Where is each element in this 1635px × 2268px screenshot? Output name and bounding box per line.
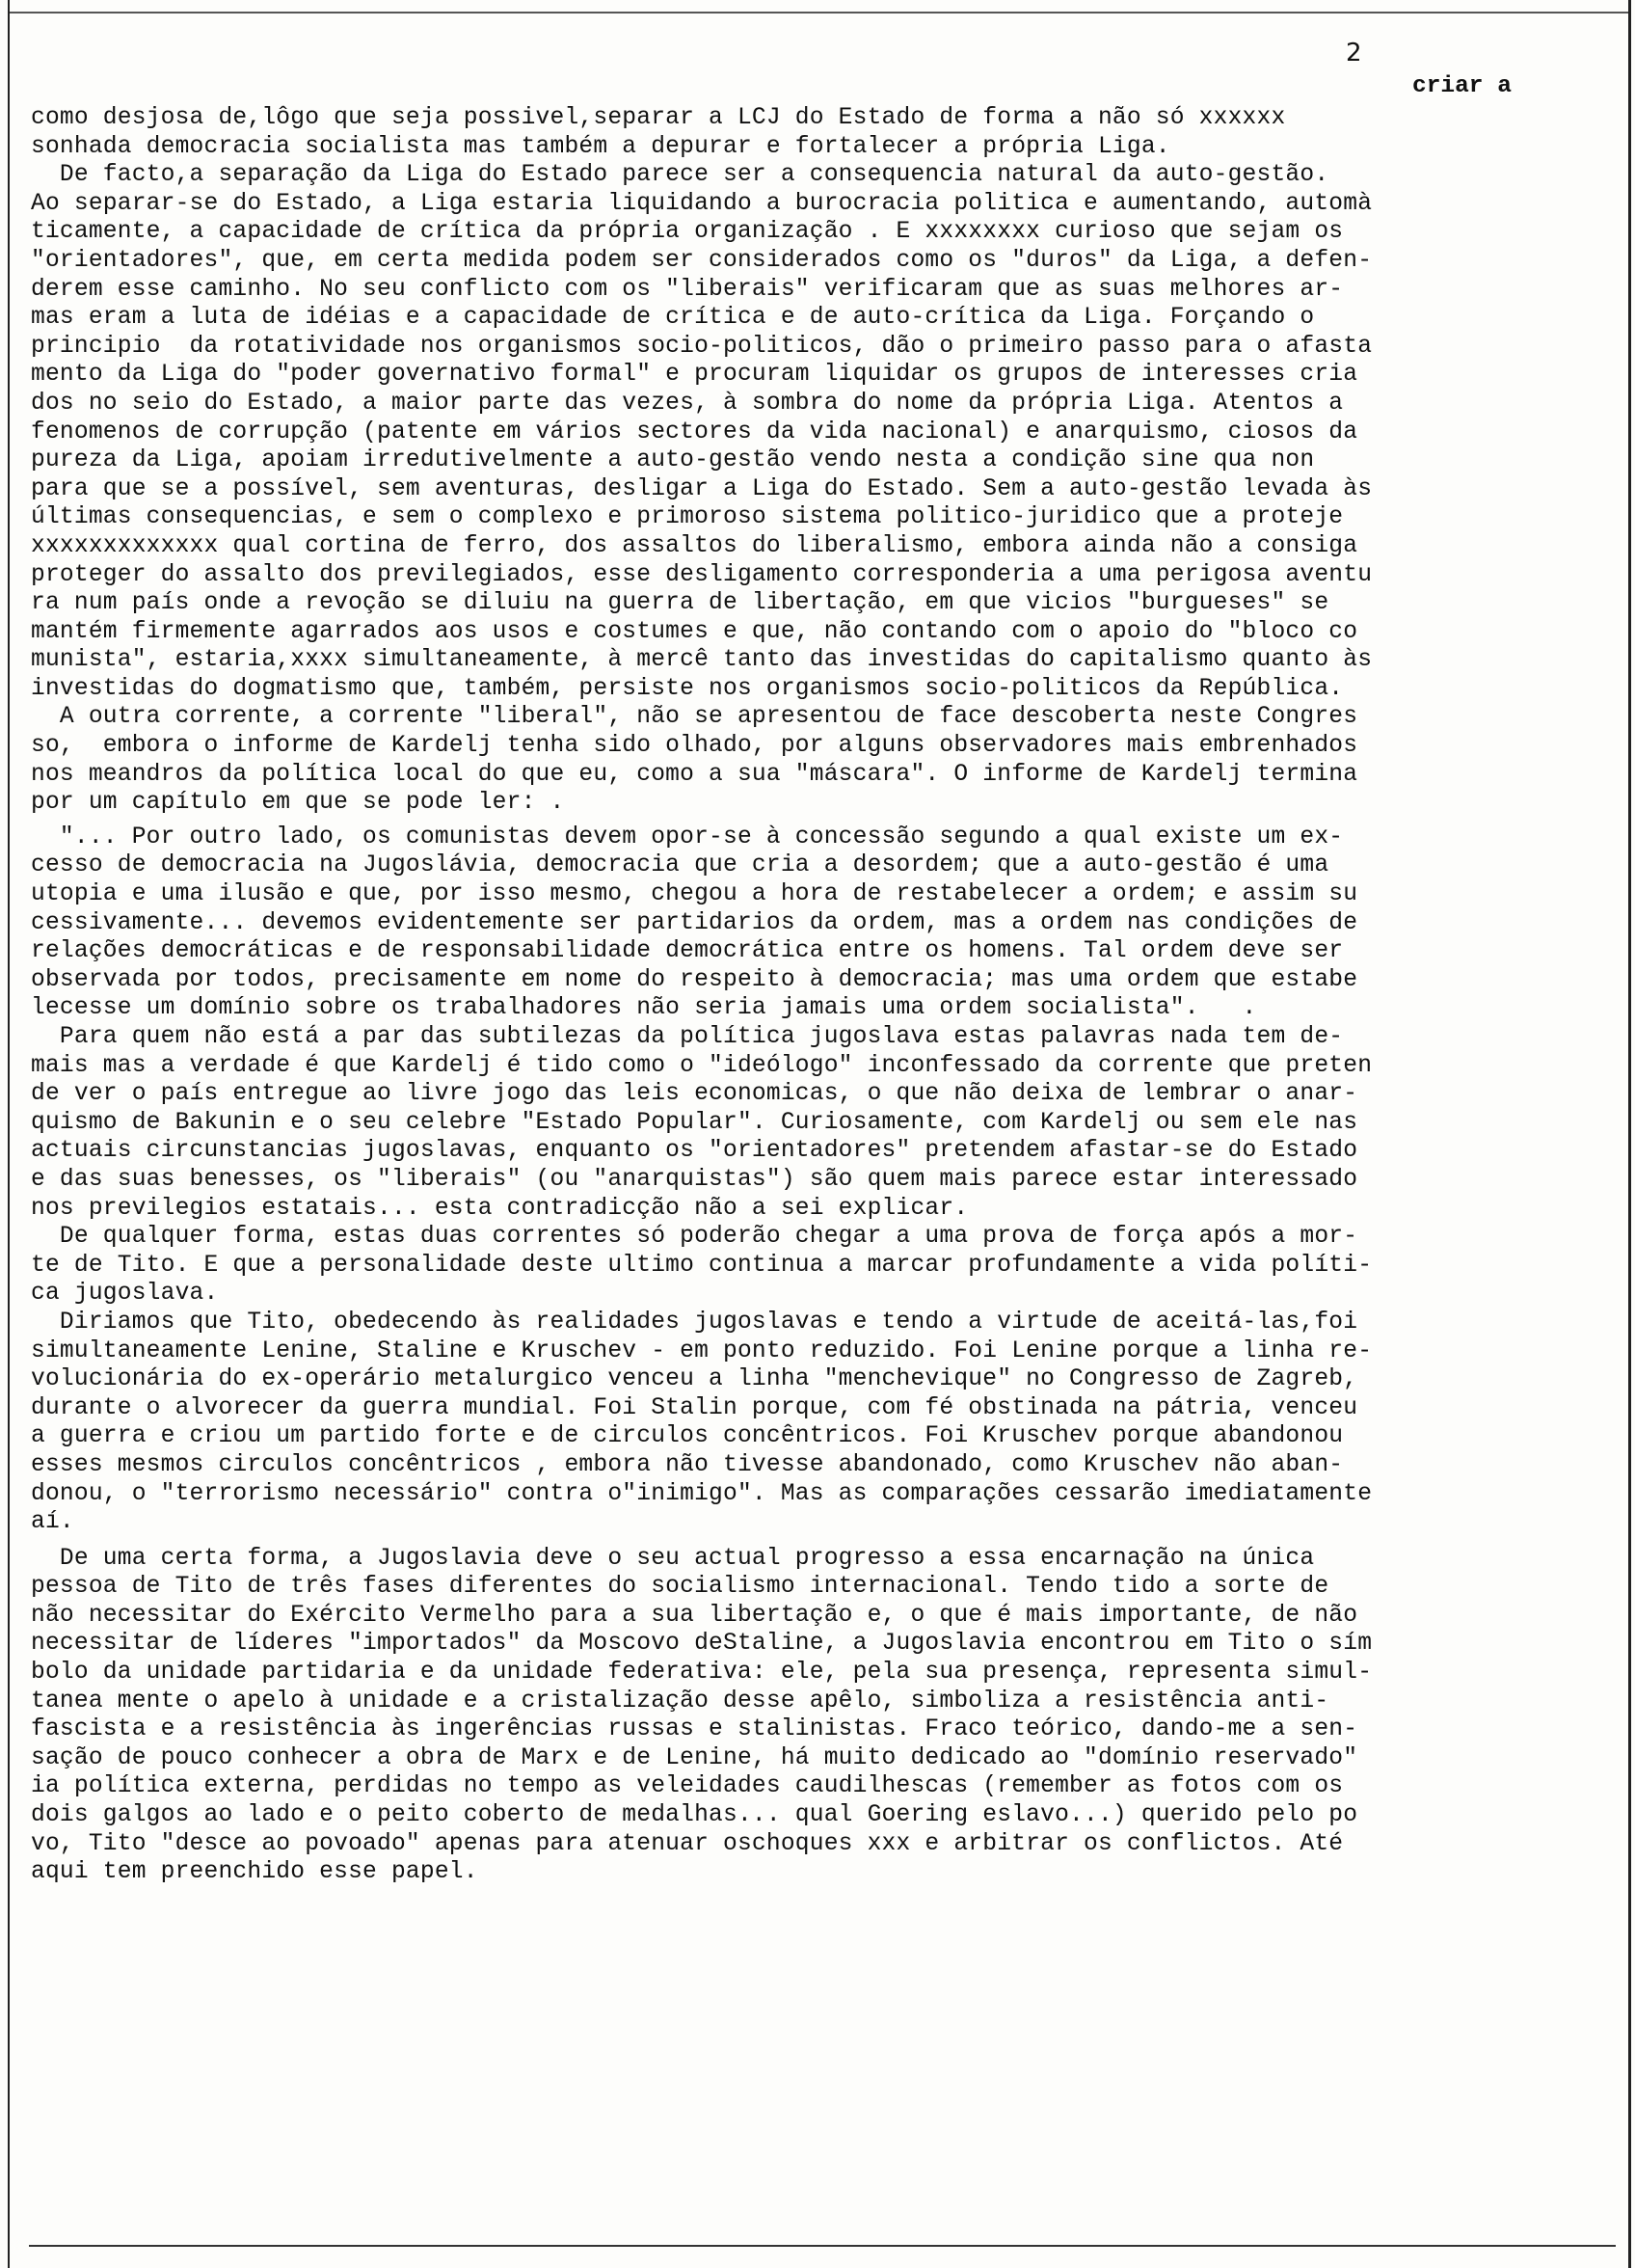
text-line: tanea mente o apelo à unidade e a cristalização desse apêlo, simboliza a resistência anti- — [31, 1688, 1329, 1714]
text-line: sonhada democracia socialista mas também a depurar e fortalecer a própria Liga. — [31, 133, 1170, 160]
text-line: nos previlegios estatais... esta contradicção não a sei explicar. — [31, 1195, 969, 1222]
text-line: a guerra e criou um partido forte e de circulos concêntricos. Foi Kruschev porque abandonou — [31, 1423, 1344, 1450]
text-line: ia política externa, perdidas no tempo as veleidades caudilhescas (remember as fotos com os — [31, 1773, 1344, 1800]
text-line: actuais circunstancias jugoslavas, enquanto os "orientadores" pretendem afastar-se do Estado — [31, 1138, 1358, 1165]
text-line: pessoa de Tito de três fases diferentes do socialismo internacional. Tendo tido a sorte de — [31, 1574, 1329, 1601]
paragraph-1 — [31, 104, 1602, 161]
left-page-edge — [8, 0, 10, 2268]
text-line: aí. — [31, 1509, 74, 1536]
text-line: "orientadores", que, em certa medida podem ser considerados como os "duros" da Liga, a defen- — [31, 247, 1373, 274]
text-line: investidas do dogmatismo que, também, persiste nos organismos socio-politicos da República. — [31, 675, 1344, 702]
text-line: dos no seio do Estado, a maior parte das vezes, à sombra do nome da própria Liga. Atentos a — [31, 390, 1344, 417]
text-line: mento da Liga do "poder governativo formal" e procuram liquidar os grupos de interesses cria — [31, 362, 1358, 389]
text-line: lecesse um domínio sobre os trabalhadores não seria jamais uma ordem socialista". . — [31, 995, 1257, 1022]
text-line: cesso de democracia na Jugoslávia, democracia que cria a desordem; que a auto-gestão é uma — [31, 852, 1329, 879]
text-line: vo, Tito "desce ao povoado" apenas para atenuar oschoques xxx e arbitrar os conflictos. Até — [31, 1830, 1344, 1857]
paragraph-3 — [31, 703, 1602, 817]
text-line: mais mas a verdade é que Kardelj é tido como o "ideólogo" inconfessado da corrente que preten — [31, 1052, 1373, 1079]
text-line: principio da rotatividade nos organismos socio-politicos, dão o primeiro passo para o afasta — [31, 333, 1373, 360]
text-line: nos meandros da política local do que eu, como a sua "máscara". O informe de Kardelj termina — [31, 761, 1358, 788]
text-line: te de Tito. E que a personalidade deste ultimo continua a marcar profundamente a vida políti- — [31, 1252, 1373, 1279]
text-line: ticamente, a capacidade de crítica da própria organização . E xxxxxxxx curioso que sejam os — [31, 219, 1344, 246]
quote-paragraph — [31, 824, 1602, 1023]
text-line: fascista e a resistência às ingerências russas e stalinistas. Fraco teórico, dando-me a sen- — [31, 1716, 1358, 1743]
text-line: esses mesmos circulos concêntricos , embora não tivesse abandonado, como Kruschev não aban- — [31, 1451, 1344, 1478]
text-line: cessivamente... devemos evidentemente ser partidarios da ordem, mas a ordem nas condições de — [31, 909, 1358, 936]
text-line: xxxxxxxxxxxxx qual cortina de ferro, dos assaltos do liberalismo, embora ainda não a consiga — [31, 532, 1358, 559]
paragraph-5 — [31, 1023, 1602, 1223]
text-line: ca jugoslava. — [31, 1281, 219, 1308]
text-line: relações democráticas e de responsabilidade democrática entre os homens. Tal ordem deve ser — [31, 938, 1344, 965]
bottom-edge-rule — [29, 2245, 1616, 2247]
body-text — [31, 104, 1602, 1887]
text-line: não necessitar do Exército Vermelho para a sua libertação e, o que é mais importante, de não — [31, 1602, 1358, 1629]
text-line: últimas consequencias, e sem o complexo e primoroso sistema politico-juridico que a proteje — [31, 504, 1344, 531]
paragraph-6 — [31, 1223, 1602, 1309]
text-line: Para quem não está a par das subtilezas da política jugoslava estas palavras nada tem de- — [31, 1024, 1344, 1050]
text-line: Diriamos que Tito, obedecendo às realidades jugoslavas e tendo a virtude de aceitá-las,foi — [31, 1309, 1358, 1336]
page-number: 2 — [1346, 39, 1362, 68]
text-line: e das suas benesses, os "liberais" (ou "anarquistas") são quem mais parece estar interessado — [31, 1166, 1358, 1193]
text-line: derem esse caminho. No seu conflicto com os "liberais" verificaram que as suas melhores ar- — [31, 276, 1344, 303]
text-line: dois galgos ao lado e o peito coberto de medalhas... qual Goering eslavo...) querido pelo po — [31, 1802, 1358, 1829]
text-line: mantém firmemente agarrados aos usos e costumes e que, não contando com o apoio do "bloco co — [31, 618, 1358, 645]
paragraph-8 — [31, 1545, 1602, 1887]
text-line: de ver o país entregue ao livre jogo das leis economicas, o que não deixa de lembrar o anar- — [31, 1081, 1358, 1108]
text-line: ra num país onde a revoção se diluiu na guerra de libertação, em que vicios "burgueses" se — [31, 590, 1329, 617]
text-line: pureza da Liga, apoiam irredutivelmente a auto-gestão vendo nesta a condição sine qua non — [31, 447, 1315, 474]
text-line: aqui tem preenchido esse papel. — [31, 1859, 478, 1886]
text-line: donou, o "terrorismo necessário" contra o"inimigo". Mas as comparações cessarão imediatamente — [31, 1480, 1373, 1507]
top-edge-rule — [10, 12, 1628, 14]
right-page-edge — [1628, 0, 1631, 2268]
text-line: De facto,a separação da Liga do Estado parece ser a consequencia natural da auto-gestão. — [31, 162, 1329, 189]
text-line: utopia e uma ilusão e que, por isso mesmo, chegou a hora de restabelecer a ordem; e assim su — [31, 881, 1358, 908]
text-line: durante o alvorecer da guerra mundial. Foi Stalin porque, com fé obstinada na pátria, venceu — [31, 1394, 1358, 1421]
text-line: Ao separar-se do Estado, a Liga estaria liquidando a burocracia politica e aumentando, automà — [31, 190, 1373, 217]
text-line: por um capítulo em que se pode ler: . — [31, 790, 565, 817]
text-line: so, embora o informe de Kardelj tenha sido olhado, por alguns observadores mais embrenhados — [31, 733, 1358, 760]
text-line: necessitar de líderes "importados" da Moscovo deStaline, a Jugoslavia encontrou em Tito o sím — [31, 1631, 1373, 1658]
text-line: simultaneamente Lenine, Staline e Kruschev - em ponto reduzido. Foi Lenine porque a linha re- — [31, 1337, 1373, 1364]
text-line: quismo de Bakunin e o seu celebre "Estado Popular". Curiosamente, com Kardelj ou sem ele nas — [31, 1109, 1358, 1136]
text-line: fenomenos de corrupção (patente em vários sectores da vida nacional) e anarquismo, ciosos da — [31, 418, 1358, 446]
text-line: bolo da unidade partidaria e da unidade federativa: ele, pela sua presença, representa simul- — [31, 1660, 1373, 1687]
text-line: observada por todos, precisamente em nome do respeito à democracia; mas uma ordem que estabe — [31, 966, 1358, 993]
text-line: mas eram a luta de idéias e a capacidade de crítica e de auto-crítica da Liga. Forçando o — [31, 305, 1315, 332]
text-line: munista", estaria,xxxx simultaneamente, à mercê tanto das investidas do capitalismo quanto às — [31, 647, 1373, 674]
text-line: sação de pouco conhecer a obra de Marx e de Lenine, há muito dedicado ao "domínio reservado" — [31, 1744, 1358, 1771]
text-line: De uma certa forma, a Jugoslavia deve o seu actual progresso a essa encarnação na única — [31, 1545, 1315, 1572]
text-line: volucionária do ex-operário metalurgico venceu a linha "menchevique" no Congresso de Zagreb, — [31, 1366, 1358, 1393]
paragraph-2 — [31, 161, 1602, 703]
text-line: A outra corrente, a corrente "liberal", não se apresentou de face descoberta neste Congres — [31, 704, 1358, 731]
text-line: proteger do assalto dos previlegiados, esse desligamento corresponderia a uma perigosa aventu — [31, 561, 1373, 588]
paragraph-7 — [31, 1309, 1602, 1537]
text-line: para que se a possível, sem aventuras, desligar a Liga do Estado. Sem a auto-gestão levada às — [31, 475, 1373, 502]
text-line: De qualquer forma, estas duas correntes só poderão chegar a uma prova de força após a mor- — [31, 1224, 1358, 1251]
text-line: "... Por outro lado, os comunistas devem opor-se à concessão segundo a qual existe um ex- — [31, 824, 1344, 850]
text-line: como desjosa de,lôgo que seja possivel,separar a LCJ do Estado de forma a não só xxxxxx — [31, 105, 1286, 131]
corner-note: criar a — [1412, 73, 1512, 99]
